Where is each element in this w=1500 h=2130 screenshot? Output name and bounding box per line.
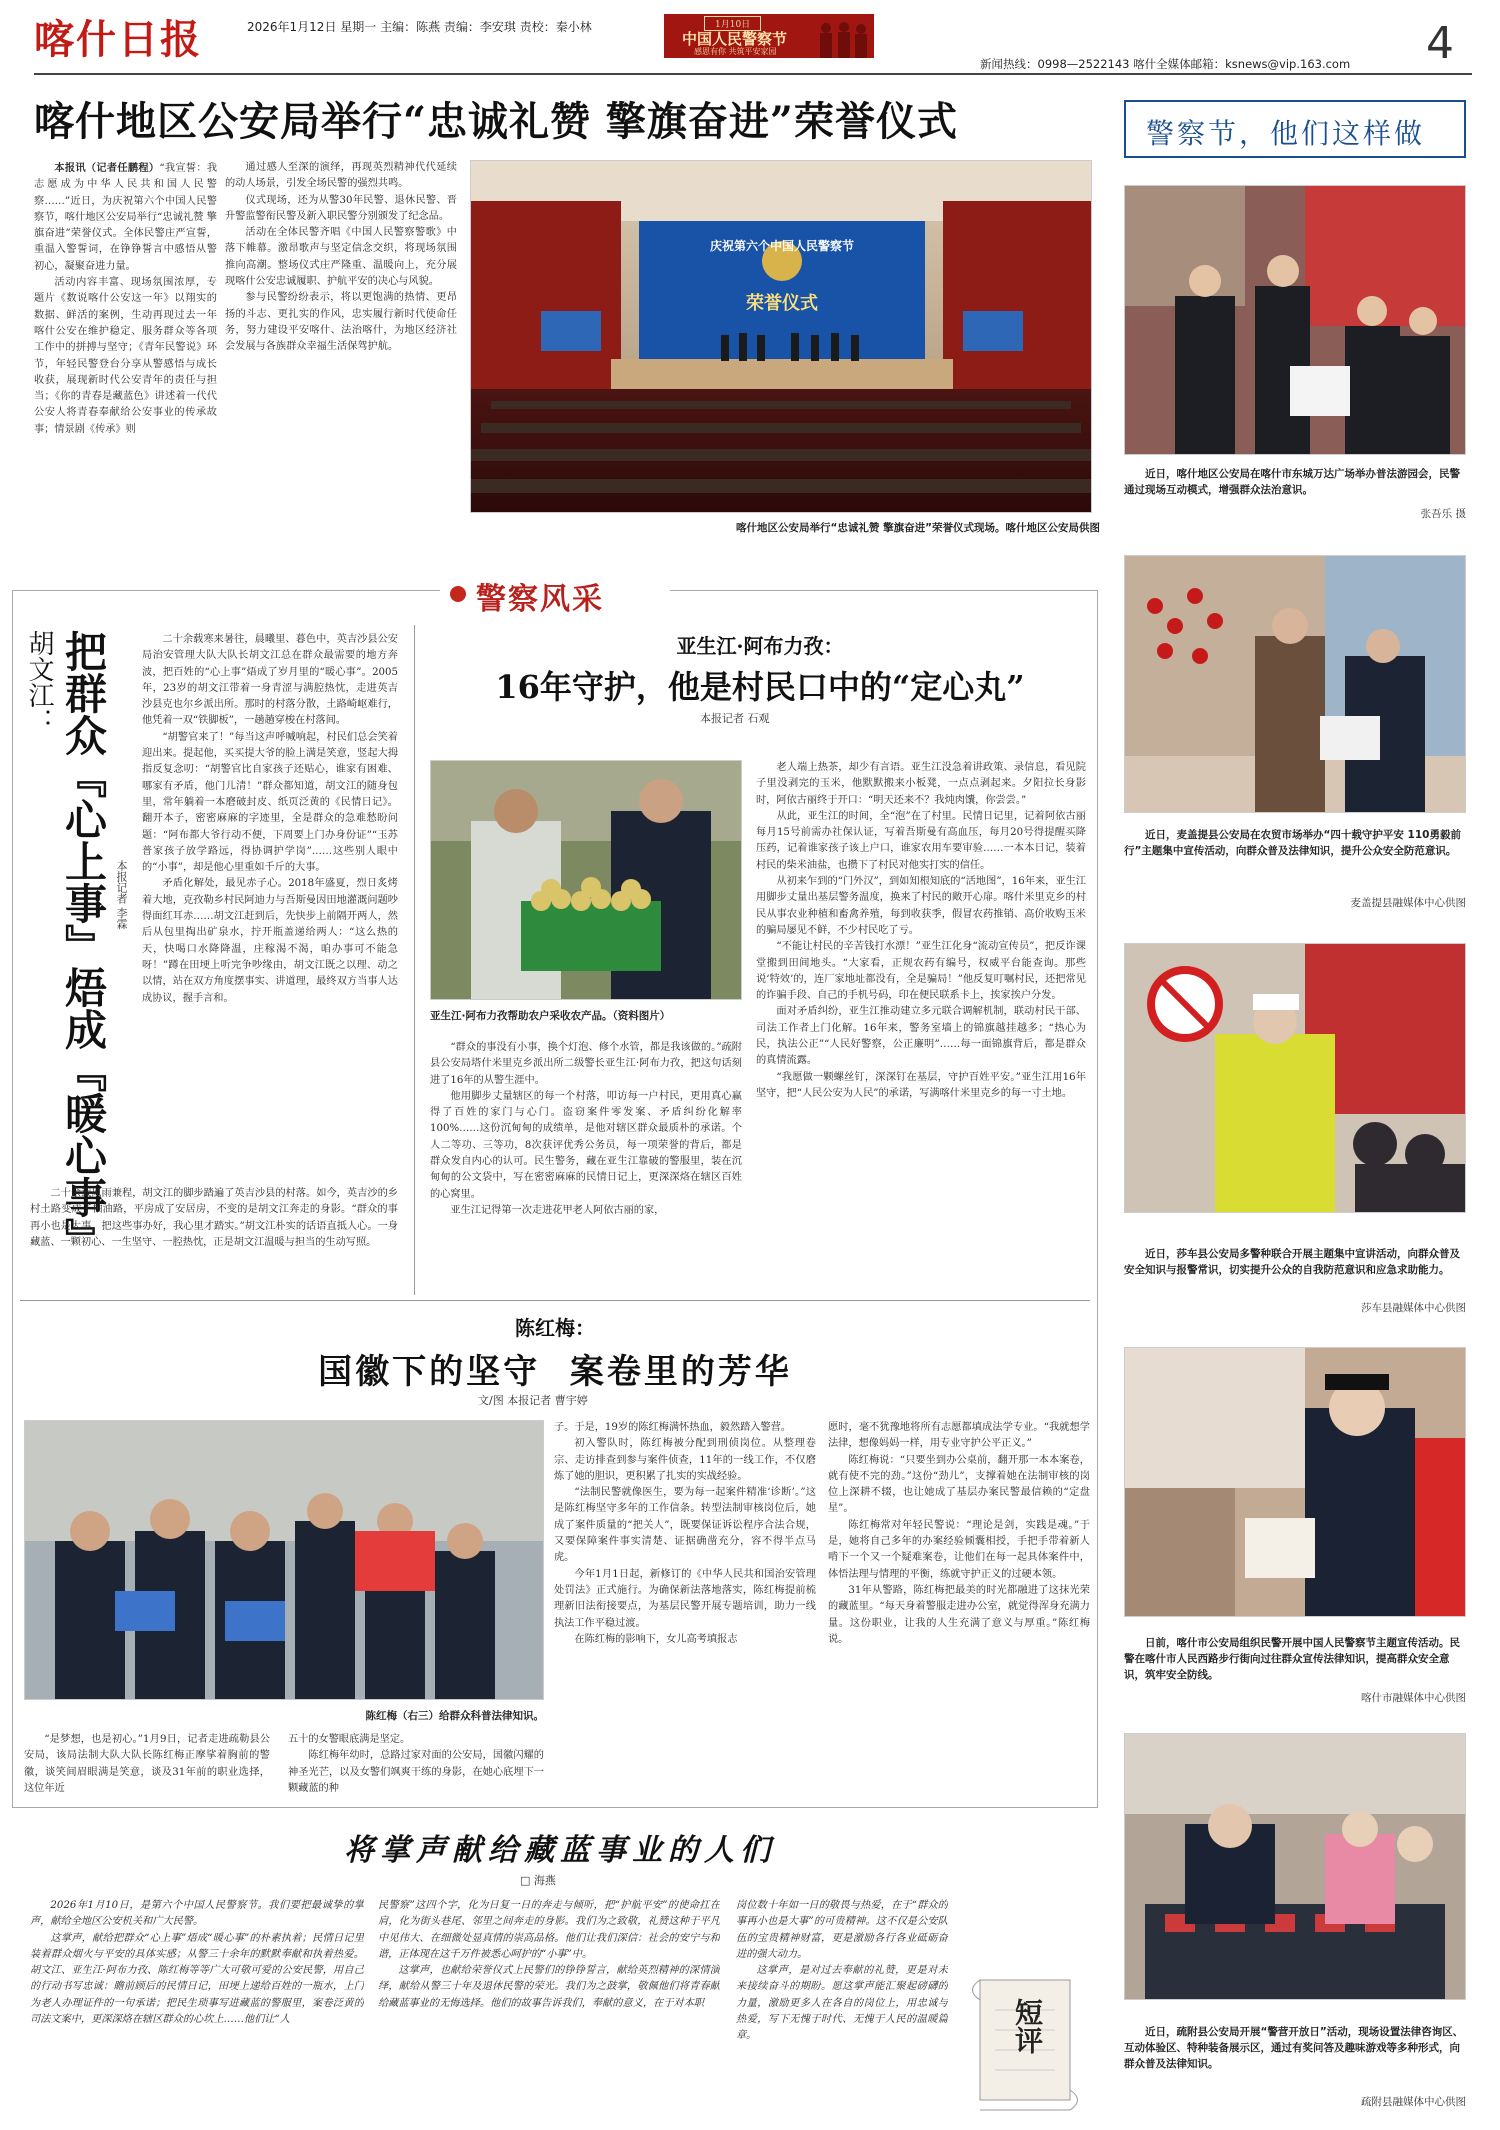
story2-photo-caption: 亚生江·阿布力孜帮助农户采收农产品。（资料图片） [430, 1010, 671, 1022]
story3-column-2 [828, 1420, 1090, 1800]
auditorium-illustration [471, 161, 1092, 513]
story1-paragraph: 二十余载寒来暑往，晨曦里、暮色中，英吉沙县公安局治安管理大队大队长胡文江总在群众最需要的地方奔波，把百姓的“心上事”焐成了岁月里的“暖心事”。2005年，23岁的胡文江带着一身青涩与满腔热忱，走进英吉沙县克也尔乡派出所。那时的村落分散，土路崎岖难行，他凭着一双“铁脚板”，一趟趟穿梭在村落间。 [142, 634, 398, 727]
story-divider [414, 625, 415, 1295]
comment-title: 将掌声献给藏蓝事业的人们 [344, 1833, 776, 1868]
story2-paragraph: 面对矛盾纠纷，亚生江推动建立多元联合调解机制，联动村民干部、司法工作者上门化解。16年来，警务室墙上的锦旗越挂越多；“热心为民，执法公正”“人民好警察，公正廉明”……每一面锦旗背后，都是群众的真情流露。 [756, 1006, 1086, 1067]
story2-column-1 [430, 1040, 742, 1290]
festival-banner [664, 14, 874, 58]
banner-title: 中国人民警察节 [682, 30, 788, 48]
story2-title: 16年守护，他是村民口中的“定心丸” [495, 668, 1025, 706]
sidebar-credit-3: 莎车县融媒体中心供图 [1361, 1302, 1466, 1314]
story2-paragraph: “群众的事没有小事，换个灯泡、修个水管，都是我该做的。”疏附县公安局塔什米里克乡派出所二级警长亚生江·阿布力孜，把这句话刻进了16年的从警生涯中。 [430, 1042, 742, 1086]
story1-paragraph: 二十余载风雨兼程，胡文江的脚步踏遍了英吉沙县的村落。如今，英吉沙的乡村土路变成了柏油路，平房成了安居房，不变的是胡文江奔走的身影。“群众的事再小也是大事，把这些事办好，我心里才踏实。”胡文江朴实的话语直抵人心。一身藏蓝、一颗初心、一生坚守、一腔热忱，正是胡文江温暖与担当的生动写照。 [30, 1188, 398, 1248]
story1-paragraph: 矛盾化解处，最见赤子心。2018年盛夏，烈日炙烤着大地，克孜勒乡村民阿迪力与吾斯曼因田地灌溉问题吵得面红耳赤……胡文江赶到后，先快步上前隔开两人，然后从包里掏出矿泉水，拧开瓶盖递给两人：“这么热的天，快喝口水降降温，庄稼渴不渴，咱办事可不能急呀！”蹲在田埂上听完争吵缘由，胡文江既之以理、动之以情，站在双方角度摆事实、讲道理，最终双方当事人达成协议，握手言和。 [142, 878, 398, 1004]
story3-paragraph: 在陈红梅的影响下，女儿高考填报志 [574, 1633, 738, 1645]
story1-body-end [30, 1186, 398, 1292]
lead-paragraph: 仪式现场，还为从警30年民警、退休民警、晋升警监警衔民警及新入职民警分别颁发了纪念品。 [225, 194, 457, 222]
ceremony-photo [470, 160, 1092, 513]
story3-photo-caption: 陈红梅（右三）给群众科普法律知识。 [365, 1710, 544, 1722]
main-headline: 喀什地区公安局举行“忠诚礼赞 擎旗奋进”荣誉仪式 [34, 98, 958, 145]
story2-paragraph: “我愿做一颗螺丝钉，深深钉在基层，守护百姓平安。”亚生江用16年坚守，把“人民公安为人民”的承诺，写满喀什米里克乡的每一寸土地。 [756, 1071, 1086, 1099]
story3-paragraph: “是梦想，也是初心。”1月9日，记者走进疏勒县公安局，该局法制大队大队长陈红梅正摩挲着胸前的警徽，谈笑间眉眼满是笑意，谈及31年前的职业选择，这位年近 [24, 1734, 270, 1794]
story3-photo [24, 1420, 544, 1700]
story2-paragraph: 从初来乍到的“门外汉”，到如知根知底的“活地图”，16年来，亚生江用脚步丈量出基层警务温度，换来了村民的敞开心扉。喀什米里克乡的村民从事农业种植和畜禽养殖，每到收获季，假冒农药推销、高价收购玉米的骗局屡见不鲜，不少村民吃了亏。 [756, 876, 1086, 936]
sidebar-credit-1: 张吾乐 摄 [1420, 508, 1466, 520]
story3-paragraph: 陈红梅年幼时，总路过家对面的公安局，国徽闪耀的神圣光芒，以及女警们飒爽干练的身影，在她心底埋下一颗藏蓝的种 [288, 1750, 544, 1794]
lead-paragraph: “我宣誓：我志愿成为中华人民共和国人民警察……”近日，为庆祝第六个中国人民警察节，喀什地区公安局举行“忠诚礼赞 擎旗奋进”荣誉仪式。全体民警庄严宣誓，重温入警誓词，在铮铮誓言中感悟从警初心，凝聚奋进力量。 [34, 163, 217, 272]
sidebar-caption-2 [1124, 827, 1466, 859]
comment-paragraph: 岗位数十年如一日的敬畏与热爱，在于“群众的事再小也是大事”的可贵精神。这不仅是公安队伍的宝贵精神财富，更是激励各行各业砥砺奋进的强大动力。 [736, 1900, 948, 1960]
comment-column-1 [30, 1898, 364, 2113]
lead-paragraph: 活动在全体民警齐唱《中国人民警察警歌》中落下帷幕。激昂歌声与坚定信念交织，将现场氛围推向高潮。整场仪式庄严隆重、温暖向上，充分展现喀什公安忠诚履职、护航平安的决心与风貌。 [225, 227, 457, 288]
sidebar-credit-2: 麦盖提县融媒体中心供图 [1350, 897, 1466, 909]
banner-subtitle: 感恩有你 共筑平安家园 [694, 47, 777, 56]
sidebar-photo-2 [1124, 555, 1466, 813]
comment-paragraph: 这掌声，献给把群众“心上事”焐成“暖心事”的朴素执着；民情日记里装着群众烟火与平安的具体实感；从警三十余年的默默奉献和执着热爱。胡文江、亚生江·阿布力孜、陈红梅等等广大可敬可爱的公安民警，用自己的行动书写忠诚：瞻前顾后的民情日记，田埂上递给百姓的一瓶水，上门为老人办理证件的一句承诺；把民生琐事写进藏蓝的警服里，案卷泛黄的司法文案中，更深深烙在辖区群众的心坎上……他们让“人 [30, 1932, 364, 2026]
story2-paragraph: 老人端上热茶，却少有言语。亚生江没急着讲政策、录信息，看见院子里没剥完的玉米，他默默搬来小板凳，一点点剥起来。夕阳拉长身影时，阿依古丽终于开口：“明天还来不？我炖肉馕，你尝尝。” [756, 762, 1086, 806]
comment-column-3 [736, 1898, 948, 2113]
sidebar-caption-text: 近日，疏附县公安局开展“警营开放日”活动，现场设置法律咨询区、互动体验区、特种装备展示区，通过有奖问答及趣味游戏等多种形式，向群众普及法律知识。 [1124, 2026, 1464, 2070]
sidebar-caption-4 [1124, 1635, 1466, 1683]
sidebar-caption-3 [1124, 1246, 1466, 1278]
sidebar-photo-3 [1124, 943, 1466, 1213]
police-silhouette-icon [814, 18, 872, 58]
sidebar-photo-4 [1124, 1347, 1466, 1617]
comment-paragraph: 这掌声，也献给荣誉仪式上民警们的铮铮誓言，献给英烈精神的深情演绎，献给从警三十年及退休民警的荣光。我们为之鼓掌，敬佩他们将青春献给藏蓝事业的无悔选择。他们的故事告诉我们，奉献的意义，在于对本职 [378, 1965, 720, 2009]
stage-banner-text: 庆祝第六个中国人民警察节 [709, 239, 854, 253]
lead-paragraph: 通过感人至深的演绎，再现英烈精神代代延续的动人场景，引发全场民警的强烈共鸣。 [225, 162, 457, 190]
comment-tag-block [960, 1970, 1090, 2120]
story3-rule [20, 1300, 1090, 1301]
story3-paragraph: 今年1月1日起，新修订的《中华人民共和国治安管理处罚法》正式施行。为确保新法落地落实，陈红梅提前梳理新旧法衔接要点，为基层民警开展专题培训，助力一线执法工作平稳过渡。 [554, 1568, 816, 1629]
sidebar-title: 警察节，他们这样做 [1146, 117, 1426, 150]
story2-paragraph: 从此，亚生江的时间，全“泡”在了村里。民情日记里，记着阿依古丽每月15号前需办社保认证，写着吾斯曼有高血压，每月20号得提醒买降压药，记着谁家孩子该上户口，谁家农用车要审验……一本本日记，装着村民的柴米油盐，也攒下了村民对他实打实的信任。 [756, 810, 1086, 871]
story1-byline: 本报记者 李霖 [115, 860, 128, 930]
lead-paragraph: 活动内容丰富、现场氛围浓厚，专题片《数说喀什公安这一年》以翔实的数据、鲜活的案例，生动再现过去一年喀什公安在维护稳定、服务群众等各项工作中的拼搏与坚守；《青年民警说》环节，年轻民警登台分享从警感悟与成长收获，展现新时代公安青年的责任与担当；《你的青春是藏蓝色》讲述着一代代公安人将青春奉献给公安事业的传承故事；情景剧《传承》则 [34, 277, 217, 435]
story1-person: 胡文江： [24, 630, 54, 734]
story3-paragraph: 31年从警路，陈红梅把最美的时光都融进了这抹光荣的藏蓝里。“每天身着警服走进办公室，就觉得浑身充满力量。这份职业，让我的人生充满了意义与厚重。”陈红梅说。 [828, 1584, 1090, 1645]
masthead [0, 0, 1500, 72]
story3-kicker: 陈红梅： [515, 1316, 595, 1340]
story3-byline: 文/图 本报记者 曹宇婷 [478, 1394, 588, 1407]
story3-paragraph: 五十的女警眼底满是坚定。 [288, 1734, 411, 1745]
sidebar-credit-4: 喀什市融媒体中心供图 [1361, 1692, 1466, 1704]
sidebar-credit-5: 疏附县融媒体中心供图 [1361, 2096, 1466, 2108]
story3-column-1 [554, 1420, 816, 1800]
lead-paragraph: 参与民警纷纷表示，将以更饱满的热情、更昂扬的斗志、更扎实的作风，忠实履行新时代使命任务，努力建设平安喀什、法治喀什，为地区经济社会发展与各族群众幸福生活保驾护航。 [225, 292, 457, 353]
section-title: 警察风采 [476, 582, 604, 617]
story2-kicker: 亚生江·阿布力孜： [676, 634, 844, 658]
stage-banner-text-2: 荣誉仪式 [746, 293, 818, 314]
hotline: 新闻热线：0998—2522143 喀什全媒体邮箱：ksnews@vip.163.com [980, 57, 1351, 71]
section-title-block [440, 572, 670, 616]
sidebar-photo-1 [1124, 185, 1466, 455]
story2-column-2 [756, 760, 1086, 1290]
lead-byline-name: 任鹏程） [117, 162, 160, 174]
comment-paragraph: 民警察”这四个字，化为日复一日的奔走与倾听，把“护航平安”的使命扛在肩，化为街头巷尾、邻里之间奔走的身影。我们为之致敬，礼赞这种于平凡中见伟大、在细微处显真情的崇高品格。他们让我们深信：社会的安宁与和谐，正体现在这千万件被悉心呵护的“小事”中。 [378, 1900, 720, 1960]
story3-paragraph: 初入警队时，陈红梅被分配到刑侦岗位。从整理卷宗、走访排查到参与案件侦查，11年的一线工作，不仅磨炼了她的胆识，更积累了扎实的实战经验。 [554, 1438, 816, 1482]
comment-paragraph: 2026年1月10日，是第六个中国人民警察节。我们要把最诚挚的掌声，献给全地区公安机关和广大民警。 [30, 1900, 364, 1928]
sidebar-header [1124, 100, 1466, 158]
comment-paragraph: 这掌声，是对过去奉献的礼赞，更是对未来接续奋斗的期盼。愿这掌声能汇聚起磅礴的力量，激励更多人在各自的岗位上，用忠诚与热爱，写下无愧于时代、无愧于人民的温暖篇章。 [736, 1965, 948, 2042]
story3-paragraph: 愿时，毫不犹豫地将所有志愿都填成法学专业。“我就想学法律，想像妈妈一样，用专业守护公平正义。” [828, 1422, 1090, 1450]
sidebar-caption-text: 近日，麦盖提县公安局在农贸市场举办“四十载守护平安 110勇毅前行”主题集中宣传活动，向群众普及法律知识，提升公众安全防范意识。 [1124, 829, 1461, 857]
story3-paragraph: “法制民警就像医生，要为每一起案件精准‘诊断’。”这是陈红梅坚守多年的工作信条。转型法制审核岗位后，她成了案件质量的“把关人”，既要保证诉讼程序合法合规，又要保障案件事实清楚、证据确凿充分，容不得半点马虎。 [554, 1487, 816, 1564]
lead-column-1 [34, 160, 217, 565]
masthead-rule [34, 73, 1472, 75]
story3-paragraph: 子。于是，19岁的陈红梅满怀热血，毅然踏入警营。 [554, 1422, 792, 1433]
lead-column-2 [225, 160, 457, 565]
story3-title: 国徽下的坚守 案卷里的芳华 [318, 1352, 792, 1392]
sidebar-caption-text: 近日，莎车县公安局多警种联合开展主题集中宣讲活动，向群众普及安全知识与报警常识，切实提升公众的自我防范意识和应急求助能力。 [1124, 1248, 1460, 1276]
story2-photo [430, 760, 742, 1000]
sidebar-caption-text: 日前，喀什市公安局组织民警开展中国人民警察节主题宣传活动。民警在喀什市人民西路步行街向过往群众宣传法律知识，提高群众安全意识，筑牢安全防线。 [1124, 1637, 1460, 1681]
dateline: 2026年1月12日 星期一 主编：陈燕 责编：李安琪 责校：秦小林 [247, 20, 592, 34]
page-number: 4 [1426, 18, 1454, 69]
story3-paragraph: 陈红梅常对年轻民警说：“理论是剑，实践是魂。”于是，她将自己多年的办案经验倾囊相授，手把手带着新人啃下一个又一个疑难案卷，让他们在每一起具体案件中，体悟法理与情理的平衡，练就守护正义的过硬本领。 [828, 1519, 1090, 1580]
banner-date: 1月10日 [704, 16, 761, 31]
comment-byline: □ 海燕 [520, 1874, 556, 1887]
sidebar-photo-5 [1124, 1733, 1466, 2000]
story3-column-0a [24, 1732, 270, 1802]
sidebar-caption-1 [1124, 466, 1466, 498]
story2-paragraph: 他用脚步丈量辖区的每一个村落，叩访每一户村民，更用真心赢得了百姓的家门与心门。盗窃案件零发案、矛盾纠纷化解率100%……这份沉甸甸的成绩单，是他对辖区群众最质朴的承诺。个人二等功、三等功，8次获评优秀公务员，每一项荣誉的背后，都是群众发自内心的认可。民生警务，藏在亚生江靠破的警服里，装在沉甸甸的公文袋中，写在密密麻麻的民情日记上，更深深烙在辖区百姓的心窝里。 [430, 1090, 742, 1200]
story2-byline: 本报记者 石观 [700, 712, 770, 725]
story2-paragraph: “不能让村民的辛苦钱打水漂！”亚生江化身“流动宣传员”，把反诈课堂搬到田间地头。“大家看，正规农药有编号，权威平台能查询。那些说‘特效’的，连厂家地址都没有，全是骗局！”他反复叮嘱村民，还把常见的诈骗手段、自己的手机号码，印在便民联系卡上，挨家挨户分发。 [756, 941, 1086, 1002]
comment-column-2 [378, 1898, 720, 2113]
section-bullet-icon [450, 586, 466, 602]
story1-title: 把群众『心上事』焐成『暖心事』 [59, 630, 108, 1260]
sidebar-caption-5 [1124, 2024, 1466, 2072]
story3-paragraph: 陈红梅说：“只要坐到办公桌前，翻开那一本本案卷，就有使不完的劲。”这份“劲儿”，支撑着她在法制审核的岗位上深耕不辍，也让她成了基层办案民警最信赖的“定盘星”。 [828, 1454, 1090, 1515]
comment-tag: 短评 [1011, 1998, 1044, 2054]
lead-byline-label: 本报讯（记者 [54, 162, 118, 174]
story2-paragraph: 亚生江记得第一次走进花甲老人阿依古丽的家， [450, 1204, 665, 1216]
story1-body [142, 632, 398, 1252]
ceremony-photo-caption: 喀什地区公安局举行“忠诚礼赞 擎旗奋进”荣誉仪式现场。喀什地区公安局供图 [736, 522, 1100, 534]
story1-paragraph: “胡警官来了！”每当这声呼喊响起，村民们总会笑着迎出来。提起他，买买提大爷的脸上满是笑意，竖起大拇指反复念叨：“胡警官比自家孩子还贴心，谁家有困难、哪家有矛盾，他门儿清！”群众都知道，胡文江的随身包里，常年躺着一本磨破封皮、纸页泛黄的《民情日记》。翻开本子，密密麻麻的字迹里，全是群众的急难愁盼问题：“阿布都大爷行动不便，下周要上门办身份证”“玉苏普家孩子放学路远，得协调护学岗”……这些别人眼中的“小事”，却是他心里重如千斤的大事。 [142, 731, 398, 874]
sidebar-caption-text: 近日，喀什地区公安局在喀什市东城万达广场举办普法游园会，民警通过现场互动模式，增强群众法治意识。 [1124, 468, 1460, 496]
story3-column-0b [288, 1732, 544, 1802]
newspaper-logo: 喀什日报 [34, 16, 202, 63]
